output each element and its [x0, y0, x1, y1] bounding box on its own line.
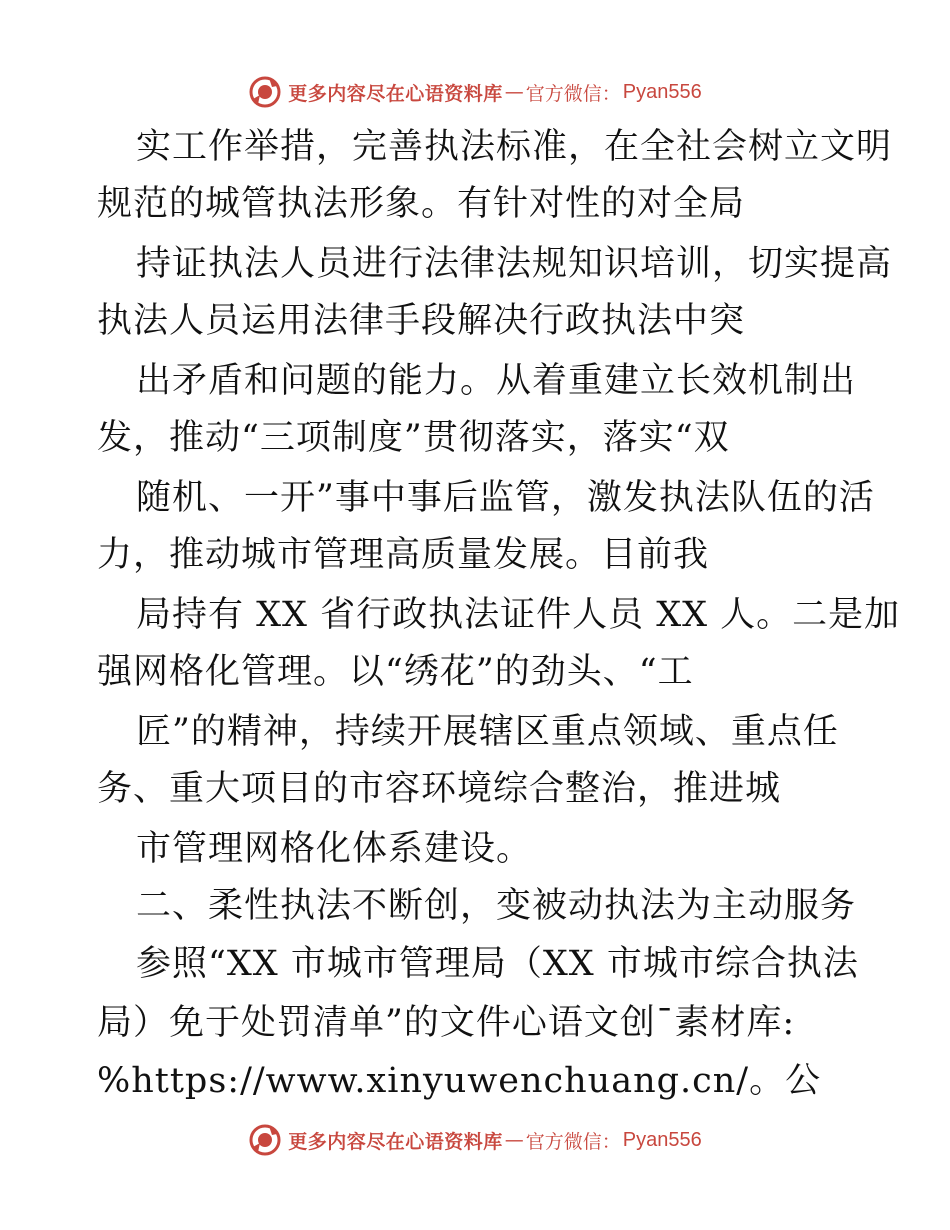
- footer-title: 更多内容尽在心语资料库: [288, 1130, 503, 1153]
- text-line: 出矛盾和问题的能力。从着重建立长效机制出: [136, 361, 857, 401]
- text-line: 强网格化管理。以“绣花”的劲头、“工: [97, 652, 694, 692]
- footer-handle: Pyan556: [622, 1128, 702, 1151]
- text-line: 实工作举措，完善执法标准，在全社会树立文明: [136, 127, 893, 167]
- logo-icon: [248, 1123, 282, 1157]
- text-line: 力，推动城市管理高质量发展。目前我: [97, 535, 710, 575]
- url-line: %https://www.xinyuwenchuang.cn/。公: [97, 1061, 822, 1101]
- section-heading: 二、柔性执法不断创，变被动执法为主动服务: [136, 886, 857, 926]
- text-line: 规范的城管执法形象。有针对性的对全局: [97, 184, 746, 224]
- header-title: 更多内容尽在心语资料库: [288, 82, 503, 105]
- text-line: 执法人员运用法律手段解决行政执法中突: [97, 301, 746, 341]
- header-label: 官方微信：: [525, 82, 621, 105]
- text-line: 匠”的精神，持续开展辖区重点领域、重点任: [136, 712, 839, 752]
- footer-label: 官方微信：: [525, 1130, 621, 1153]
- text-line: 参照“XX 市城市管理局（XX 市城市综合执法: [136, 944, 859, 984]
- header-dash: —: [504, 81, 524, 103]
- footer-banner: [0, 1120, 950, 1160]
- footer-dash: —: [504, 1129, 524, 1151]
- text-line: 随机、一开”事中事后监管，激发执法队伍的活: [136, 478, 875, 518]
- text-line: 发，推动“三项制度”贯彻落实，落实“双: [97, 418, 730, 458]
- logo-icon: [248, 75, 282, 109]
- text-line: 持证执法人员进行法律法规知识培训，切实提高: [136, 244, 893, 284]
- text-line: 市管理网格化体系建设。: [136, 829, 533, 869]
- text-line: 务、重大项目的市容环境综合整治，推进城: [97, 769, 782, 809]
- text-line: 局持有 XX 省行政执法证件人员 XX 人。二是加: [136, 595, 901, 635]
- text-line: 局）免于处罚清单”的文件心语文创¯素材库:: [97, 1003, 796, 1043]
- header-handle: Pyan556: [622, 80, 702, 103]
- header-banner: [0, 72, 950, 112]
